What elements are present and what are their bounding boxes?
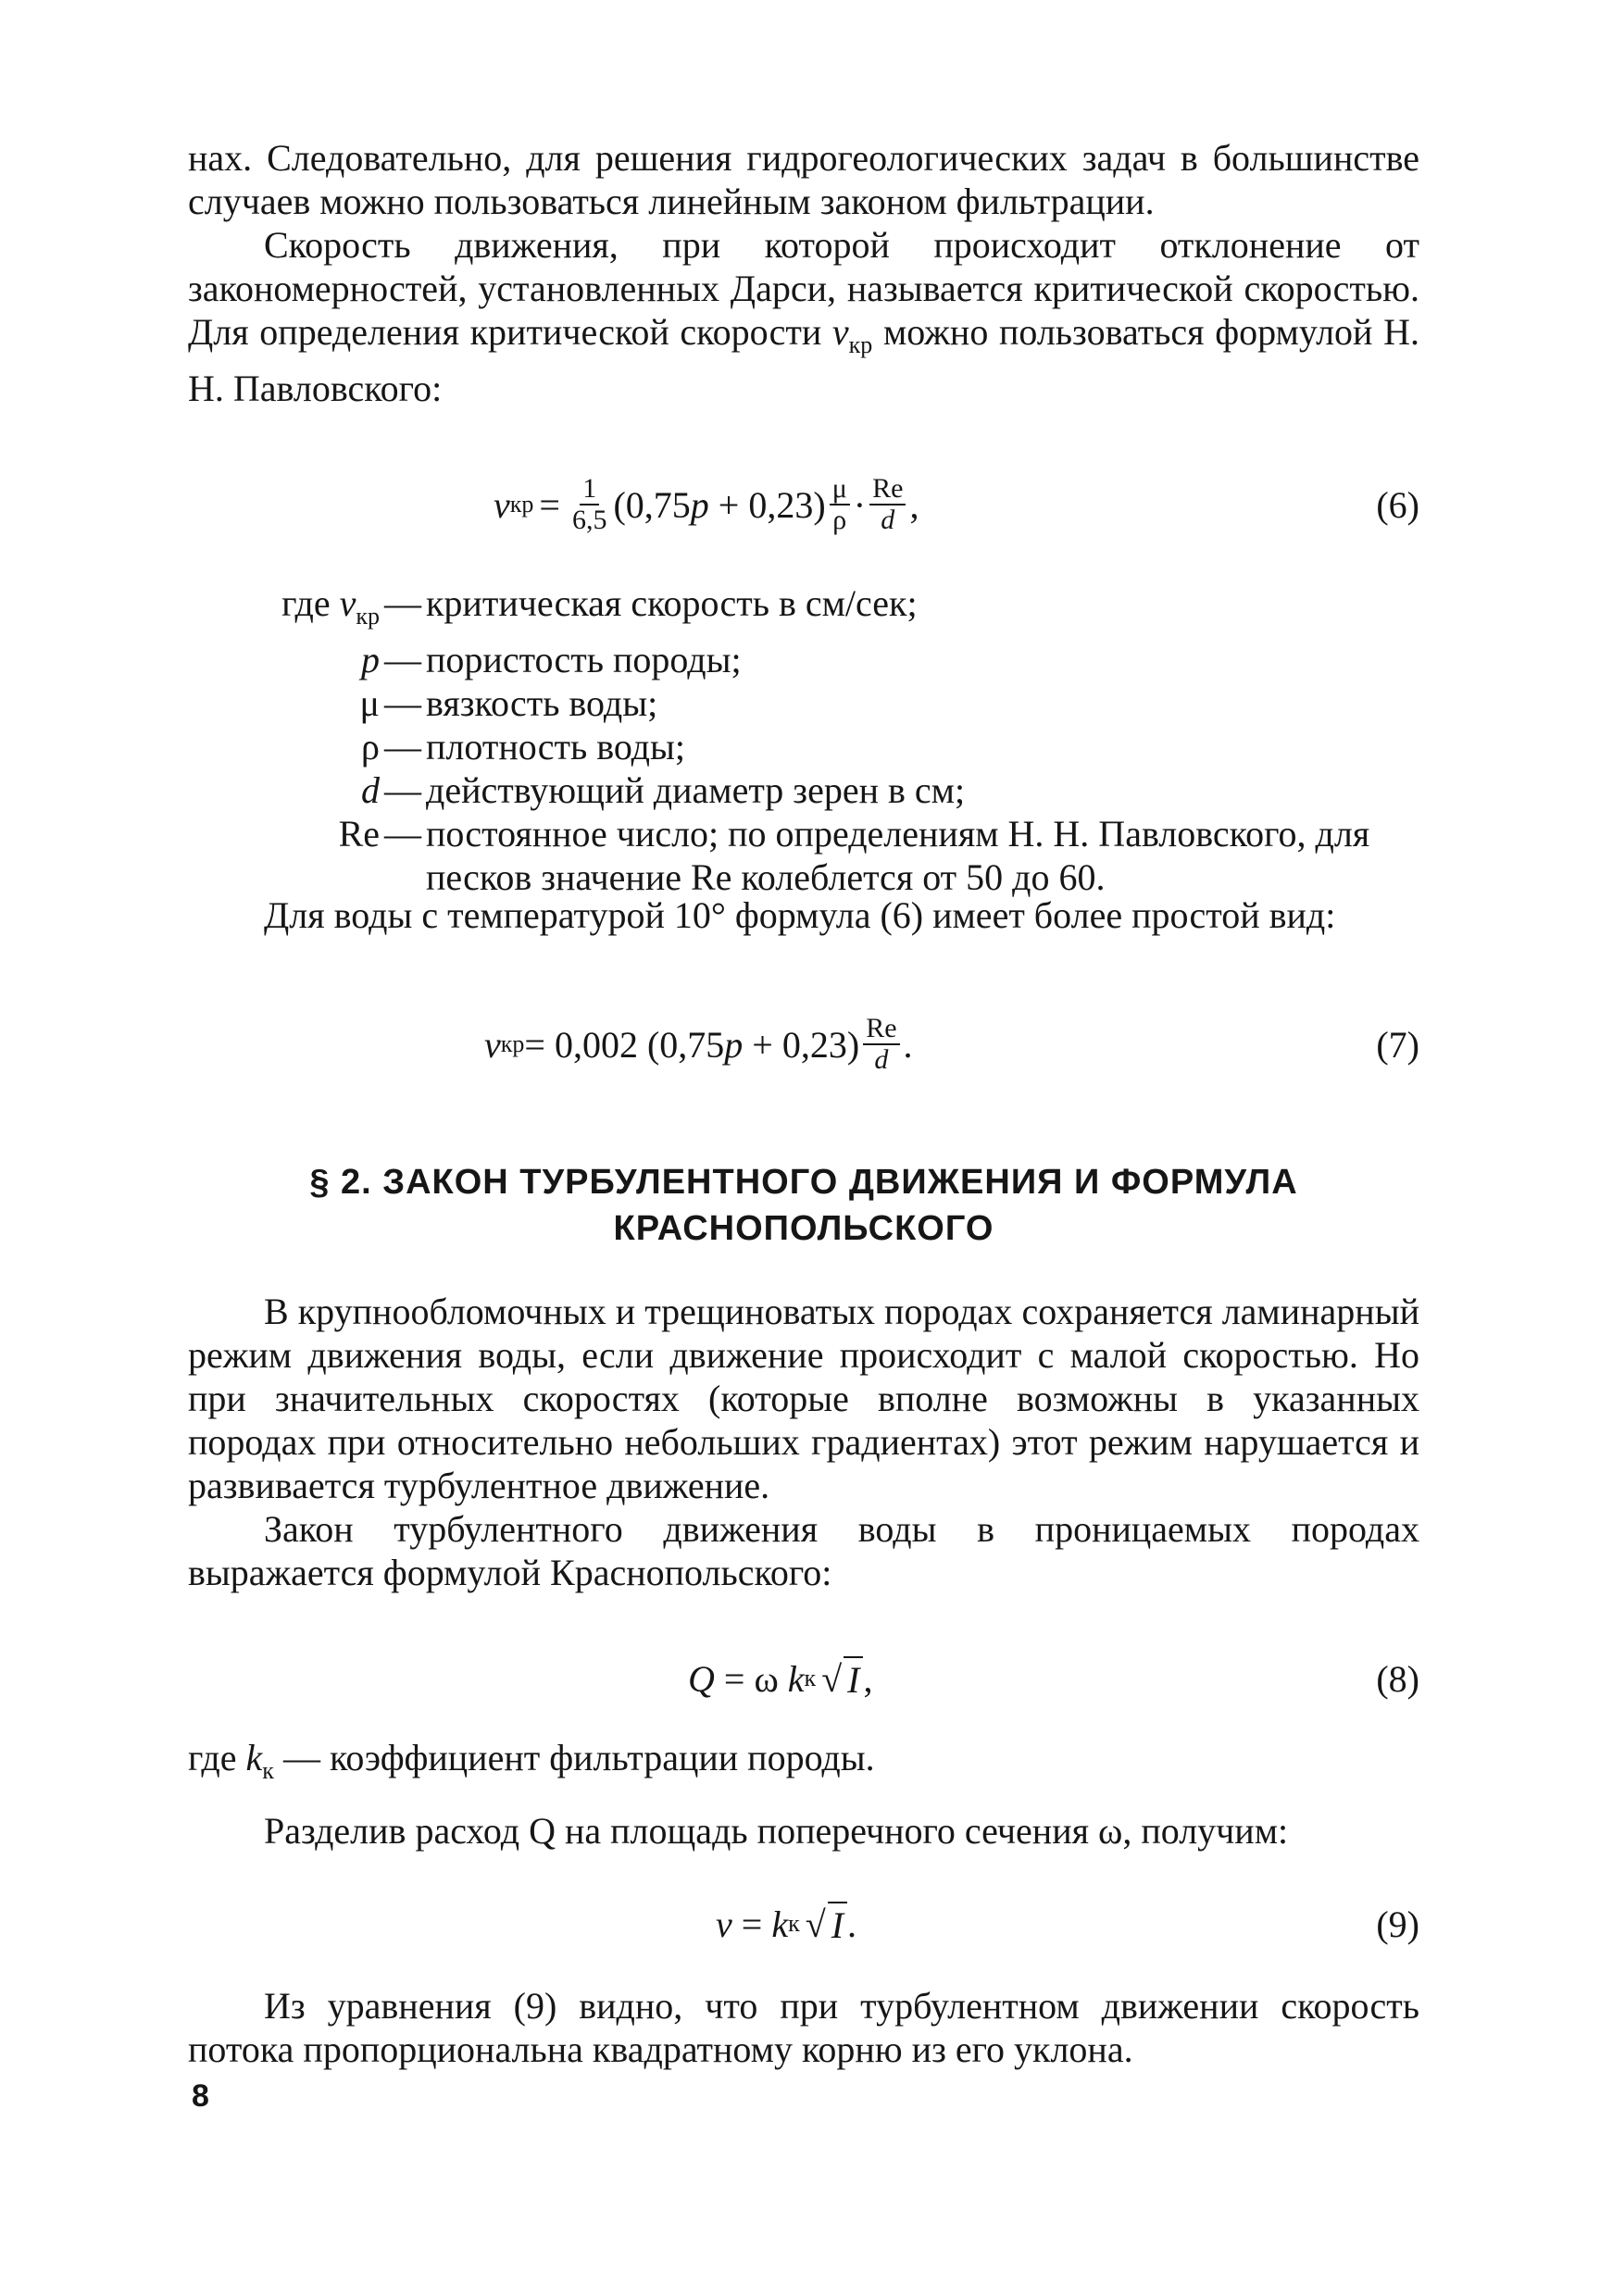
text-block-temperature xyxy=(188,893,1419,937)
text-block-coefficient xyxy=(188,1736,1419,1853)
formula-8 xyxy=(188,1634,1419,1723)
section-heading: § 2. ЗАКОН ТУРБУЛЕНТНОГО ДВИЖЕНИЯ И ФОРМУЛА КРАСНОПОЛЬСКОГО xyxy=(309,1163,1298,1248)
page-number: 8 xyxy=(192,2078,209,2114)
fraction-mu-over-rho: $\frac{\mu}{\rho}$ xyxy=(830,474,850,535)
fraction-one-over-6-5: $\frac{1}{6,5}$ xyxy=(571,473,607,535)
definition-item: где $v_{кр}$ — критическая скорость в см/сек; xyxy=(281,582,918,630)
formula-9 xyxy=(188,1879,1419,1968)
paragraph-divide: Разделив расход Q на площадь поперечного сечения ω, получим: xyxy=(264,1810,1289,1852)
formula-6-number: (6) xyxy=(1376,483,1419,526)
formula-7-expression: v кр = 0,002 (0,75 p + 0,23) $\frac{Re}{d}$ . xyxy=(484,1013,913,1075)
formula-9-expression: v = k к √ I . xyxy=(716,1903,857,1946)
text-block-turbulent xyxy=(188,1290,1419,1594)
definition-item: p — пористость породы; xyxy=(361,639,742,680)
formula-8-expression: Q = ω k к √ I , xyxy=(688,1657,873,1701)
paragraph-intro: нах. Следовательно, для решения гидрогеологических задач в большинстве случаев можно пользоваться линейным законом фильтрации. xyxy=(188,137,1419,222)
paragraph-critical-velocity: Скорость движения, при которой происходит отклонение от закономерностей, установленных Дарси, называется критической скоростью. Для определения критической скорости $v_{кр}$ можно пользоваться формулой Н. Н. Павловского: xyxy=(188,224,1419,409)
paragraph-temperature: Для воды с температурой 10° формула (6) имеет более простой вид: xyxy=(264,894,1336,936)
definition-k: где $k_к$ — коэффициент фильтрации породы. xyxy=(188,1737,875,1784)
formula-8-number: (8) xyxy=(1376,1657,1419,1700)
paragraph-coarse-rocks: В крупнообломочных и трещиноватых породах сохраняется ламинарный режим движения воды, если движение происходит с малой скоростью. Но при значительных скоростях (которые вполне возможны в указанных породах при относительно небольших градиентах) этот режим нарушается и развивается турбулентное движение. xyxy=(188,1291,1419,1506)
formula-6-expression: v кр = $\frac{1}{6,5}$ (0,75 p + 0,23) $\frac{\mu}{\rho}$ · $\frac{Re}{d}$ , xyxy=(494,473,919,535)
definition-item: ρ — плотность воды; xyxy=(361,726,685,767)
definition-item: Re — постоянное число; по определениям Н. Н. Павловского, для песков значение Re колеблется от 50 до 60. xyxy=(338,813,1370,898)
definition-item: μ — вязкость воды; xyxy=(359,682,658,724)
text-block-top xyxy=(188,136,1419,410)
definitions-list xyxy=(188,581,1419,899)
text-block-conclusion xyxy=(188,1984,1419,2071)
fraction-re-over-d: $\frac{Re}{d}$ xyxy=(869,474,906,535)
paragraph-conclusion: Из уравнения (9) видно, что при турбулентном движении скорость потока пропорциональна квадратному корню из его уклона. xyxy=(188,1985,1419,2070)
definition-item: d — действующий диаметр зерен в см; xyxy=(361,769,966,811)
formula-9-number: (9) xyxy=(1376,1903,1419,1945)
paragraph-krasnopolsky-law: Закон турбулентного движения воды в проницаемых породах выражается формулой Краснопольского: xyxy=(188,1508,1419,1593)
formula-7-number: (7) xyxy=(1376,1023,1419,1066)
fraction-re-over-d: $\frac{Re}{d}$ xyxy=(863,1014,899,1075)
formula-6 xyxy=(188,460,1419,549)
formula-7 xyxy=(188,1000,1419,1089)
